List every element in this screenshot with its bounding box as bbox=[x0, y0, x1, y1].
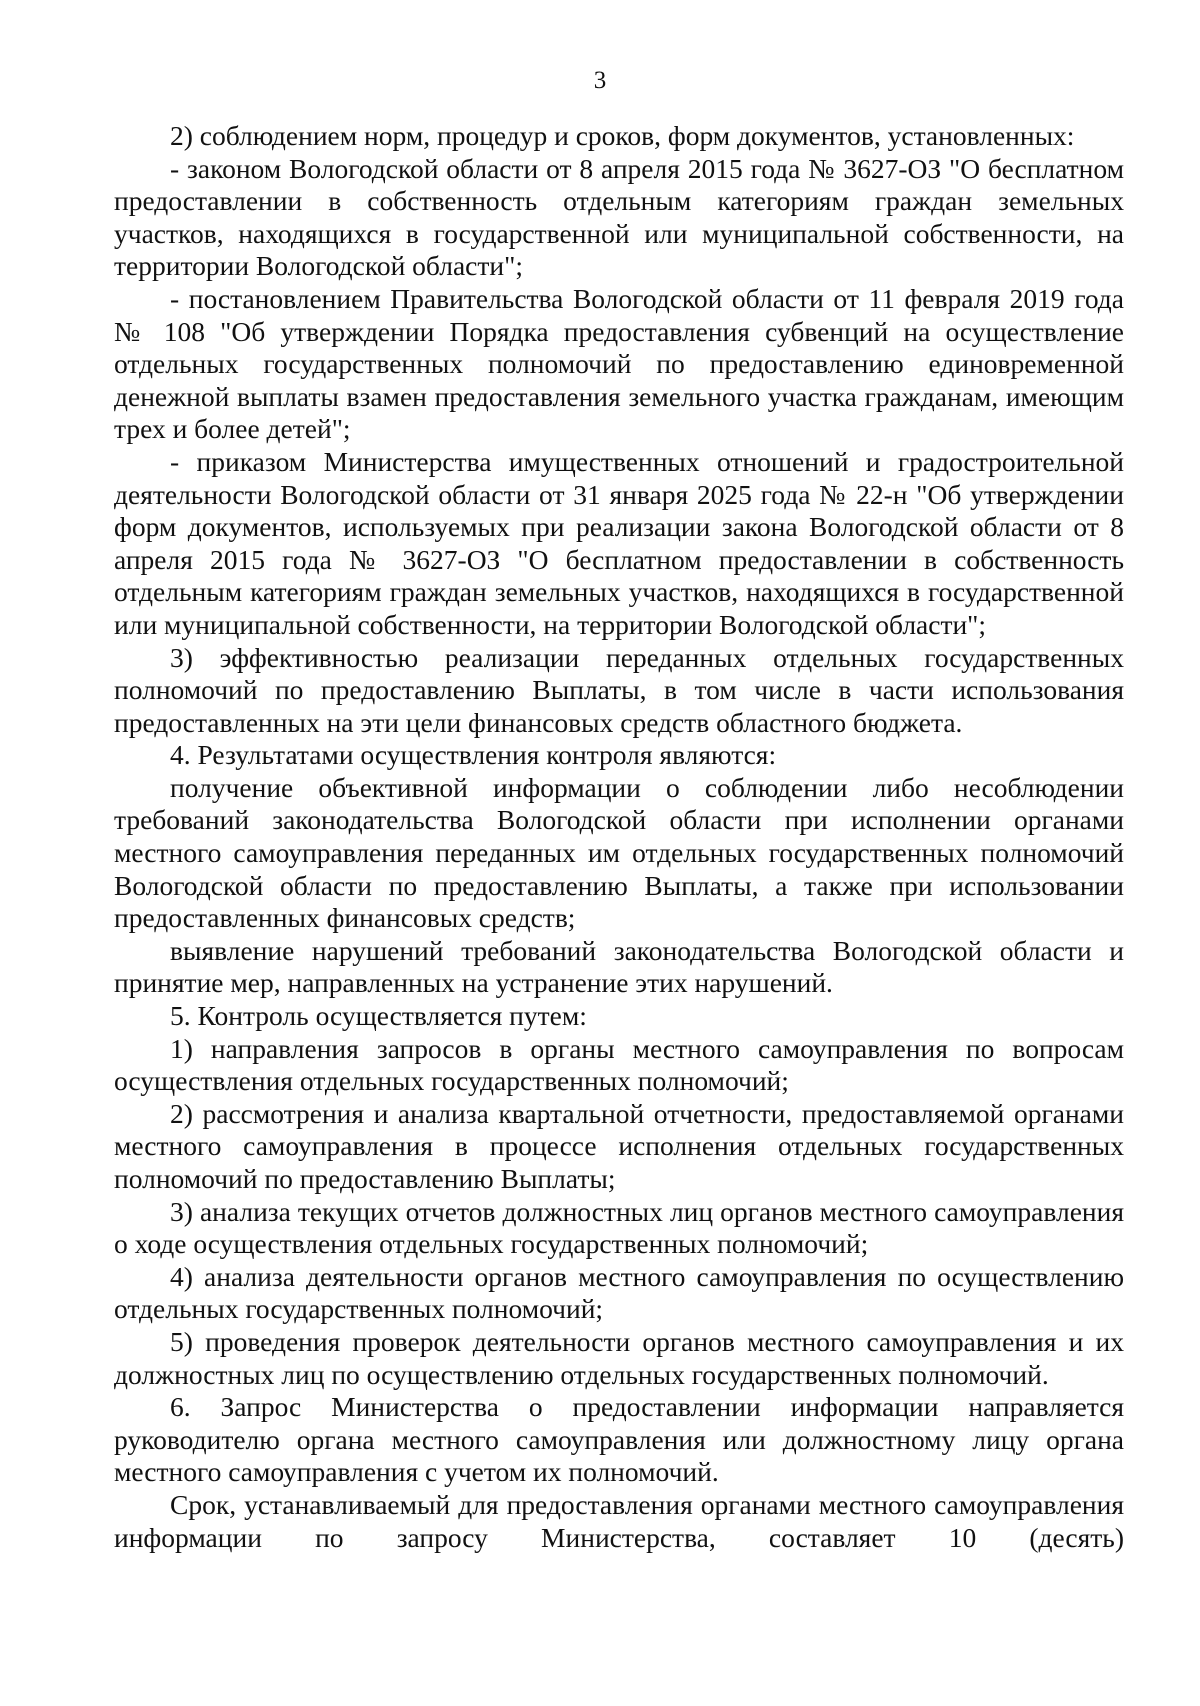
paragraph-section-5-heading: 5. Контроль осуществляется путем: bbox=[170, 1000, 587, 1032]
paragraph-objective-information: получение объективной информации о соблюдении либо несоблюдении требований законодательства Вологодской области при исполнении органами местного самоуправления переданных им отдельных государственных полномочий Вологодской области по предоставлению Выплаты, а также при использовании предоставленных финансовых средств; bbox=[114, 771, 1124, 934]
paragraph-control-method-1: 1) направления запросов в органы местного самоуправления по вопросам осуществления отдельных государственных полномочий; bbox=[114, 1032, 1124, 1097]
paragraph-section-4-heading: 4. Результатами осуществления контроля являются: bbox=[170, 739, 777, 771]
page-number: 3 bbox=[593, 67, 607, 94]
paragraph-section-6: 6. Запрос Министерства о предоставлении информации направляется руководителю органа местного самоуправления или должностному лицу органа местного самоуправления с учетом их полномочий. bbox=[114, 1391, 1124, 1488]
paragraph-control-method-4: 4) анализа деятельности органов местного самоуправления по осуществлению отдельных государственных полномочий; bbox=[114, 1260, 1124, 1325]
paragraph-violations: выявление нарушений требований законодательства Вологодской области и принятие мер, направленных на устранение этих нарушений. bbox=[114, 934, 1124, 999]
paragraph-item-3-efficiency: 3) эффективностью реализации переданных отдельных государственных полномочий по предоставлению Выплаты, в том числе в части использования предоставленных на эти цели финансовых средств областного бюджета. bbox=[114, 641, 1124, 738]
paragraph-resolution-108: - постановлением Правительства Вологодской области от 11 февраля 2019 года № 108 "Об утверждении Порядка предоставления субвенций на осуществление отдельных государственных полномочий по предоставлению единовременной денежной выплаты взамен предоставления земельного участка гражданам, имеющим трех и более детей"; bbox=[114, 282, 1124, 445]
paragraph-control-method-3: 3) анализа текущих отчетов должностных лиц органов местного самоуправления о ходе осуществления отдельных государственных полномочий; bbox=[114, 1195, 1124, 1260]
paragraph-item-2-compliance: 2) соблюдением норм, процедур и сроков, форм документов, установленных: bbox=[170, 120, 1075, 151]
paragraph-law-3627: - законом Вологодской области от 8 апреля 2015 года № 3627-ОЗ "О бесплатном предоставлении в собственность отдельным категориям граждан земельных участков, находящихся в государственной или муниципальной собственности, на территории Вологодской области"; bbox=[114, 152, 1124, 282]
paragraph-order-22n: - приказом Министерства имущественных отношений и градостроительной деятельности Вологодской области от 31 января 2025 года № 22-н "Об утверждении форм документов, используемых при реализации закона Вологодской области от 8 апреля 2015 года № 3627-ОЗ "О бесплатном предоставлении в собственность отдельным категориям граждан земельных участков, находящихся в государственной или муниципальной собственности, на территории Вологодской области"; bbox=[114, 445, 1124, 640]
paragraph-response-deadline: Срок, устанавливаемый для предоставления органами местного самоуправления информации по запросу Министерства, составляет 10 (десять) bbox=[114, 1488, 1124, 1553]
document-body bbox=[114, 120, 1124, 1554]
paragraph-control-method-5: 5) проведения проверок деятельности органов местного самоуправления и их должностных лиц по осуществлению отдельных государственных полномочий. bbox=[114, 1325, 1124, 1390]
paragraph-control-method-2: 2) рассмотрения и анализа квартальной отчетности, предоставляемой органами местного самоуправления в процессе исполнения отдельных государственных полномочий по предоставлению Выплаты; bbox=[114, 1097, 1124, 1194]
